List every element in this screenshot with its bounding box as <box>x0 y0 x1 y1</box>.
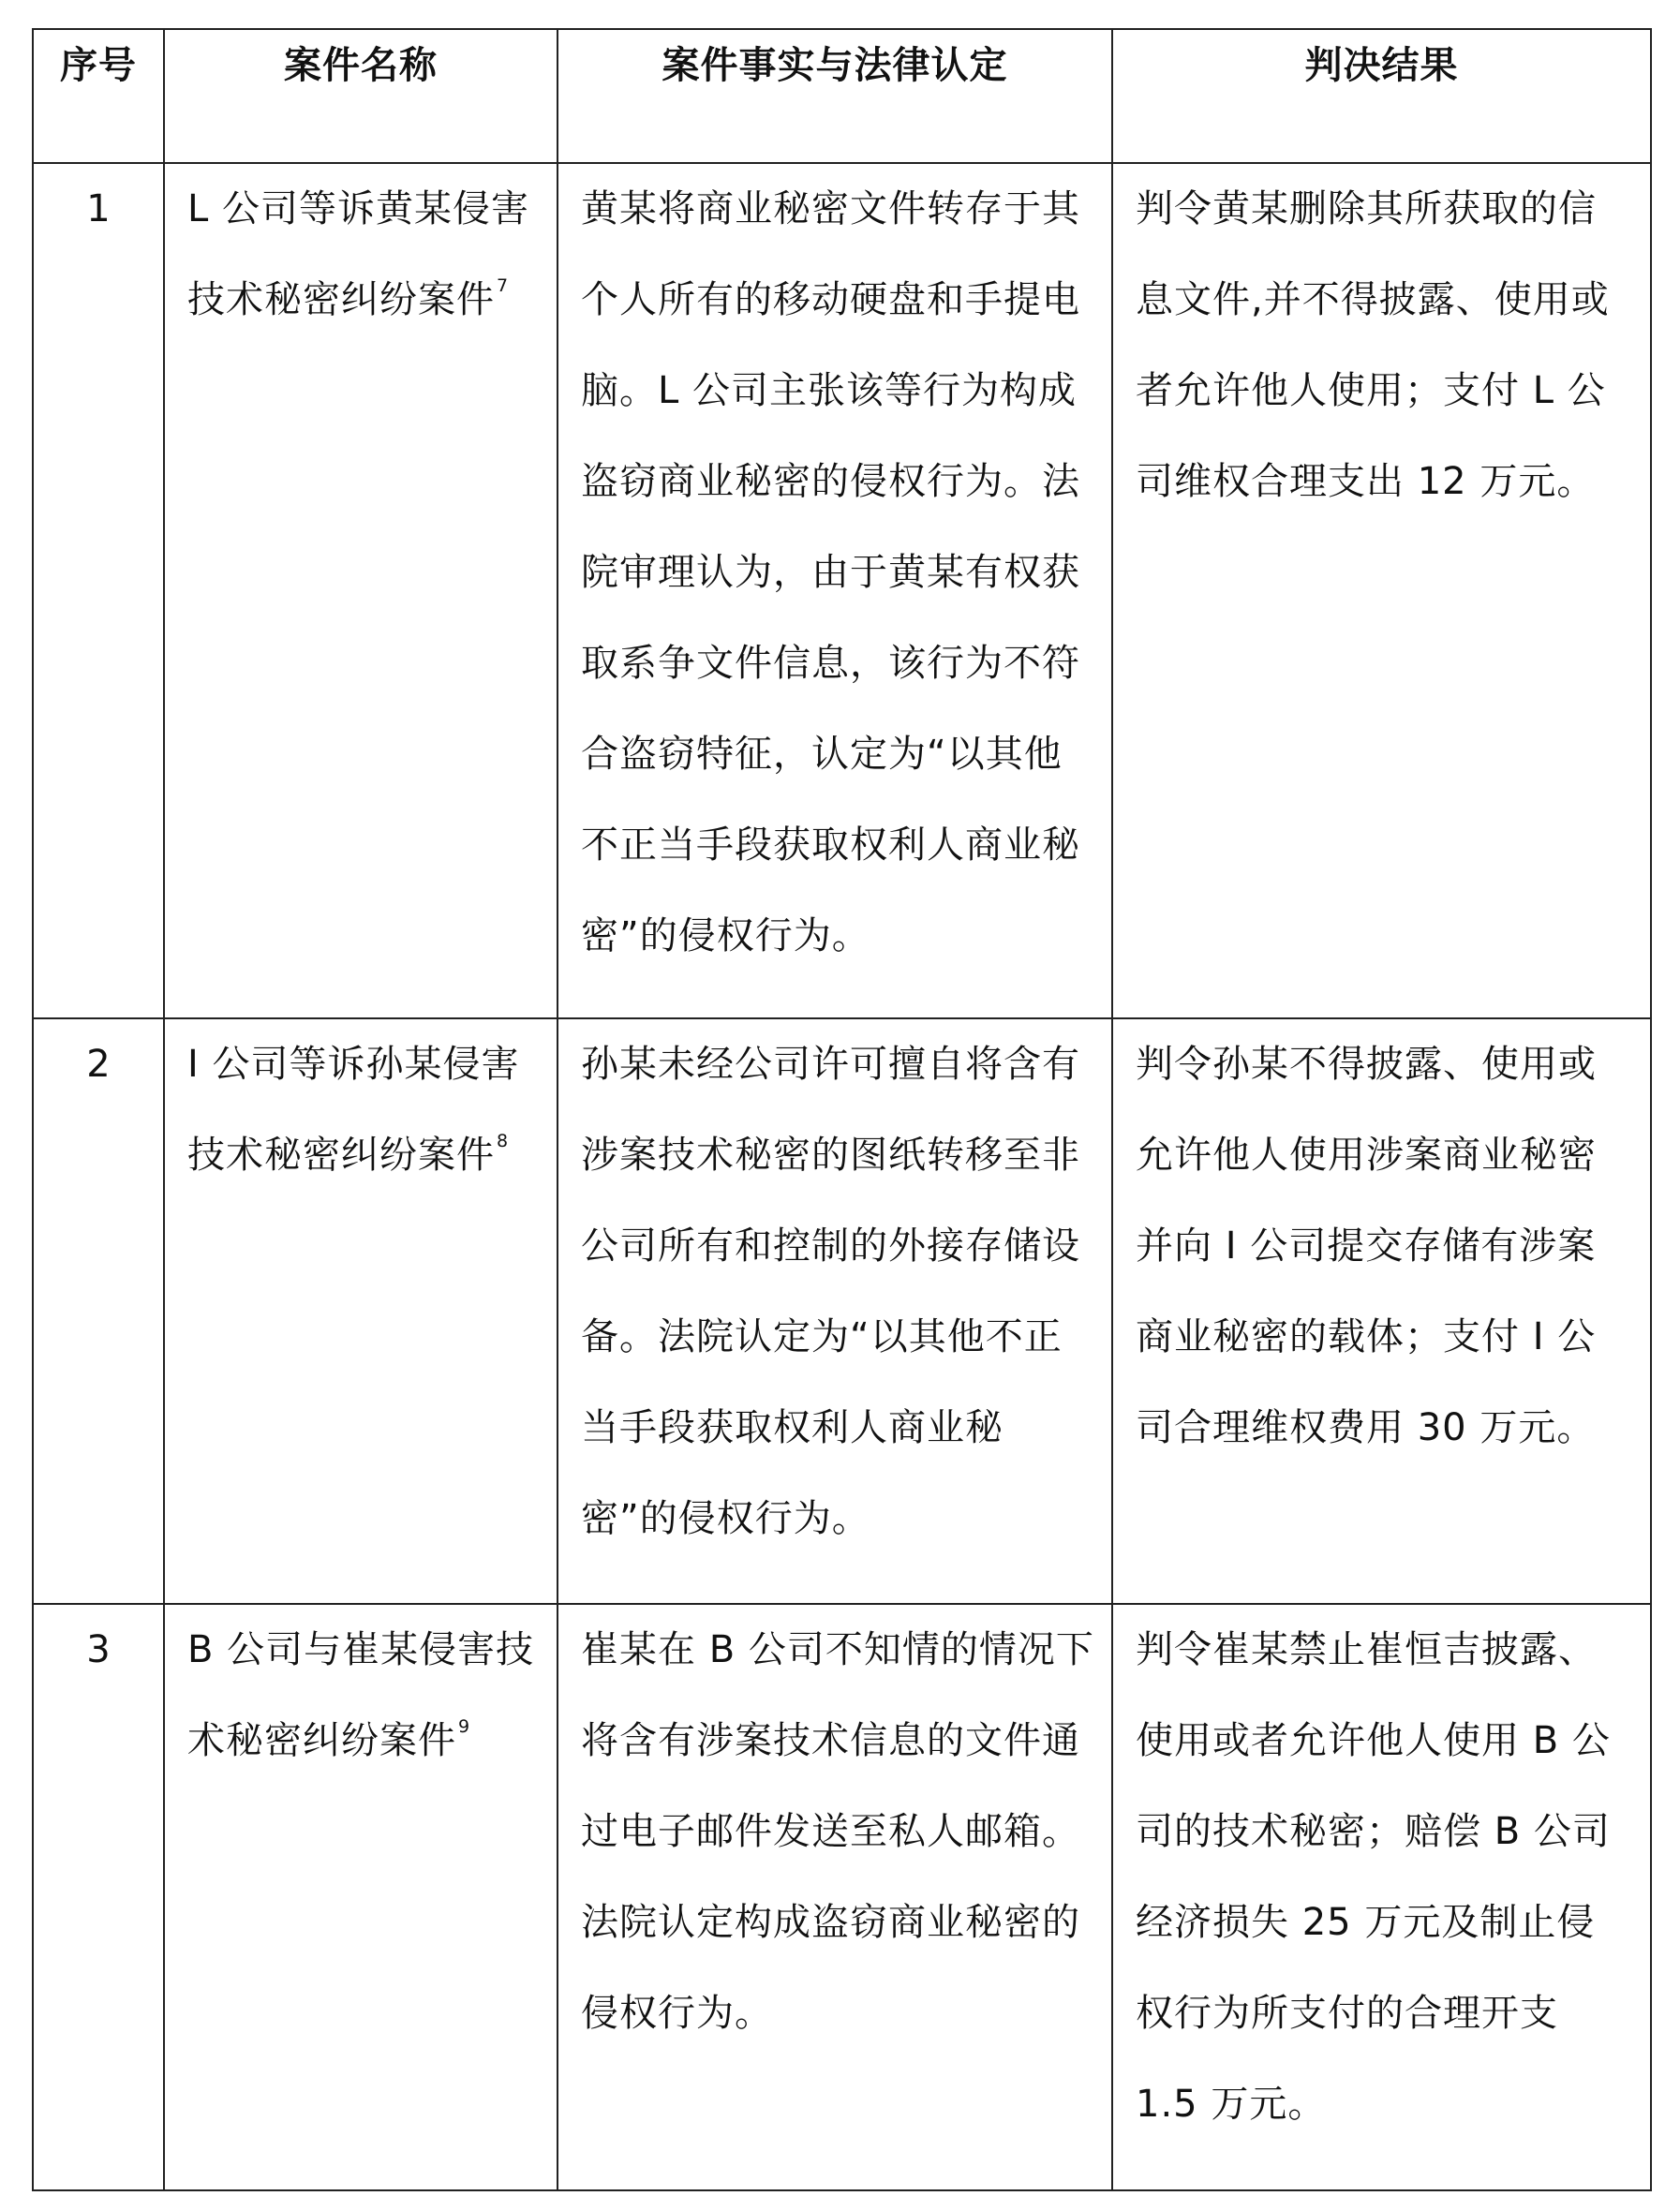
result-cell: 判令黄某删除其所获取的信息文件,并不得披露、使用或者允许他人使用；支付 L 公司维权合理支出 12 万元。 <box>1112 163 1651 1018</box>
facts-cell: 孙某未经公司许可擅自将含有涉案技术秘密的图纸转移至非公司所有和控制的外接存储设备。法院认定为“以其他不正当手段获取权利人商业秘密”的侵权行为。 <box>558 1018 1112 1604</box>
case-name-cell <box>164 163 558 1018</box>
table-row <box>33 163 1651 1018</box>
header-row <box>33 29 1651 163</box>
row-number: 2 <box>33 1018 164 1604</box>
table-header <box>33 29 1651 163</box>
table-row <box>33 1018 1651 1604</box>
cases-table <box>32 28 1652 2191</box>
table-row <box>33 1604 1651 2190</box>
facts-cell: 崔某在 B 公司不知情的情况下将含有涉案技术信息的文件通过电子邮件发送至私人邮箱。法院认定构成盗窃商业秘密的侵权行为。 <box>558 1604 1112 2190</box>
row-number: 3 <box>33 1604 164 2190</box>
case-name-cell <box>164 1604 558 2190</box>
result-cell: 判令崔某禁止崔恒吉披露、使用或者允许他人使用 B 公司的技术秘密；赔偿 B 公司经济损失 25 万元及制止侵权行为所支付的合理开支 1.5 万元。 <box>1112 1604 1651 2190</box>
header-facts: 案件事实与法律认定 <box>558 29 1112 163</box>
table-body <box>33 163 1651 2190</box>
footnote-marker: 7 <box>497 275 510 296</box>
row-number: 1 <box>33 163 164 1018</box>
case-name: I 公司等诉孙某侵害技术秘密纠纷案件 <box>187 1043 520 1177</box>
header-result: 判决结果 <box>1112 29 1651 163</box>
case-name-cell <box>164 1018 558 1604</box>
header-case-name: 案件名称 <box>164 29 558 163</box>
case-name: L 公司等诉黄某侵害技术秘密纠纷案件 <box>187 187 529 321</box>
footnote-marker: 8 <box>497 1131 510 1151</box>
facts-cell: 黄某将商业秘密文件转存于其个人所有的移动硬盘和手提电脑。L 公司主张该等行为构成盗窃商业秘密的侵权行为。法院审理认为，由于黄某有权获取系争文件信息，该行为不符合盗窃特征，认定为“以其他不正当手段获取权利人商业秘密”的侵权行为。 <box>558 163 1112 1018</box>
footnote-marker: 9 <box>458 1716 471 1737</box>
header-number: 序号 <box>33 29 164 163</box>
case-name: B 公司与崔某侵害技术秘密纠纷案件 <box>187 1628 535 1762</box>
result-cell: 判令孙某不得披露、使用或允许他人使用涉案商业秘密并向 I 公司提交存储有涉案商业秘密的载体；支付 I 公司合理维权费用 30 万元。 <box>1112 1018 1651 1604</box>
